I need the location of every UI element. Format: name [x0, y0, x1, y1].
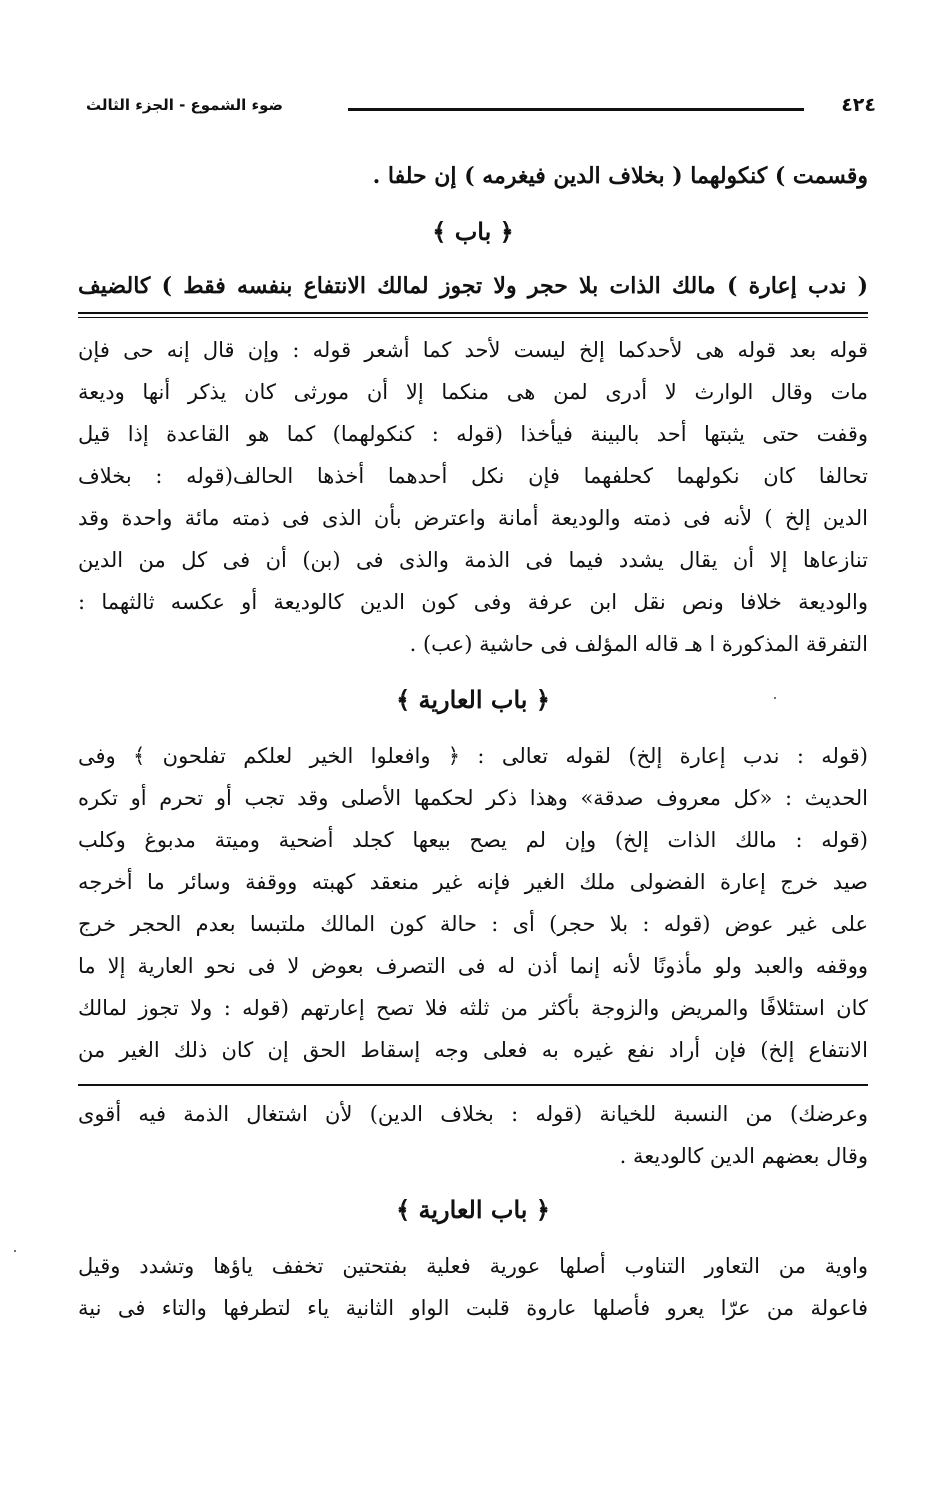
section-rule-bottom	[78, 317, 868, 318]
hashiya-rule	[78, 1084, 868, 1086]
sharh2-line-3: (قوله : مالك الذات إلخ) وإن لم يصح بيعها كجلد أضحية وميتة مدبوغ وكلب	[78, 828, 868, 852]
sharh2-line-1: (قوله : ندب إعارة إلخ) لقوله تعالى : ﴿ وافعلوا الخير لعلكم تفلحون ﴾ وفى	[78, 744, 868, 768]
chapter-heading-ariya: ﴿ باب العارية ﴾	[396, 685, 550, 714]
sharh-line-1: قوله بعد قوله هى لأحدكما إلخ ليست لأحد كما أشعر قوله : وإن قال إنه حى فإن	[78, 338, 868, 362]
page-number: ٤٢٤	[841, 94, 876, 116]
header-rule	[348, 108, 804, 111]
sharh2-line-5: على غير عوض (قوله : بلا حجر) أى : حالة كون المالك ملتبسا بعدم الحجر خرج	[78, 912, 868, 936]
chapter-heading-ariya-2: ﴿ باب العارية ﴾	[396, 1195, 550, 1224]
sharh-line-2: مات وقال الوارث لا أدرى لمن هى منكما إلا أن مورثى كان يذكر أنها وديعة	[78, 380, 868, 404]
matn-line-1: وقسمت ) كنكولهما ( بخلاف الدين فيغرمه ) إن حلفا .	[372, 163, 868, 189]
sharh-line-3: وقفت حتى يثبتها أحد بالبينة فيأخذا (قوله : كنكولهما) كما هو القاعدة إذا قيل	[78, 422, 868, 446]
sharh-line-6: تنازعاها إلا أن يقال يشدد فيما فى الذمة والذى فى (بن) أن فى كل من الدين	[78, 548, 868, 572]
sharh-line-5: الدين إلخ ) لأنه فى ذمته والوديعة أمانة واعترض بأن الذى فى ذمته مائة واحدة وقد	[78, 506, 868, 530]
hashiya2-line-1: واوية من التعاور التناوب أصلها عورية فعلية بفتحتين تخفف ياؤها وتشدد وقيل	[78, 1254, 868, 1278]
sharh-line-7: والوديعة خلافا ونص نقل ابن عرفة وفى كون الدين كالوديعة أو عكسه ثالثهما :	[78, 590, 868, 614]
sharh-line-4: تحالفا كان نكولهما كحلفهما فإن نكل أحدهما أخذها الحالف(قوله : بخلاف	[78, 464, 868, 488]
book-title: ضوء الشموع - الجزء الثالث	[86, 96, 284, 114]
sharh2-line-8: الانتفاع إلخ) فإن أراد نفع غيره به فعلى وجه إسقاط الحق إن كان ذلك الغير من	[78, 1038, 868, 1062]
sharh2-line-7: كان استئلافًا والمريض والزوجة بأكثر من ثلثه فلا تصح إعارتهم (قوله : ولا تجوز لمالك	[78, 996, 868, 1020]
chapter-heading-bab: ﴿ باب ﴾	[432, 217, 514, 246]
running-header	[86, 96, 876, 122]
hashiya-line-1: وعرضك) من النسبة للخيانة (قوله : بخلاف الدين) لأن اشتغال الذمة فيه أقوى	[78, 1102, 868, 1126]
sharh2-line-4: صيد خرج إعارة الفضولى ملك الغير فإنه غير منعقد كهبته ووقفة وسائر ما أخرجه	[78, 870, 868, 894]
hashiya2-line-2: فاعولة من عرّا يعرو فأصلها عاروة قلبت الواو الثانية ياء لتطرفها والتاء فى نية	[78, 1296, 868, 1320]
margin-mark	[14, 1250, 16, 1252]
matn-line-2: ( ندب إعارة ) مالك الذات بلا حجر ولا تجوز لمالك الانتفاع بنفسه فقط ) كالضيف	[78, 273, 868, 299]
sharh2-line-2: الحديث : «كل معروف صدقة» وهذا ذكر لحكمها الأصلى وقد تجب أو تحرم أو تكره	[78, 786, 868, 810]
sharh-line-8: التفرقة المذكورة ا هـ قاله المؤلف فى حاشية (عب) .	[409, 632, 868, 656]
sharh2-line-6: ووقفه والعبد ولو مأذونًا لأنه إنما أذن له فى التصرف بعوض لا فى نحو العارية إلا ما	[78, 954, 868, 978]
hashiya-line-2: وقال بعضهم الدين كالوديعة .	[619, 1144, 868, 1168]
section-rule-top	[78, 312, 868, 314]
